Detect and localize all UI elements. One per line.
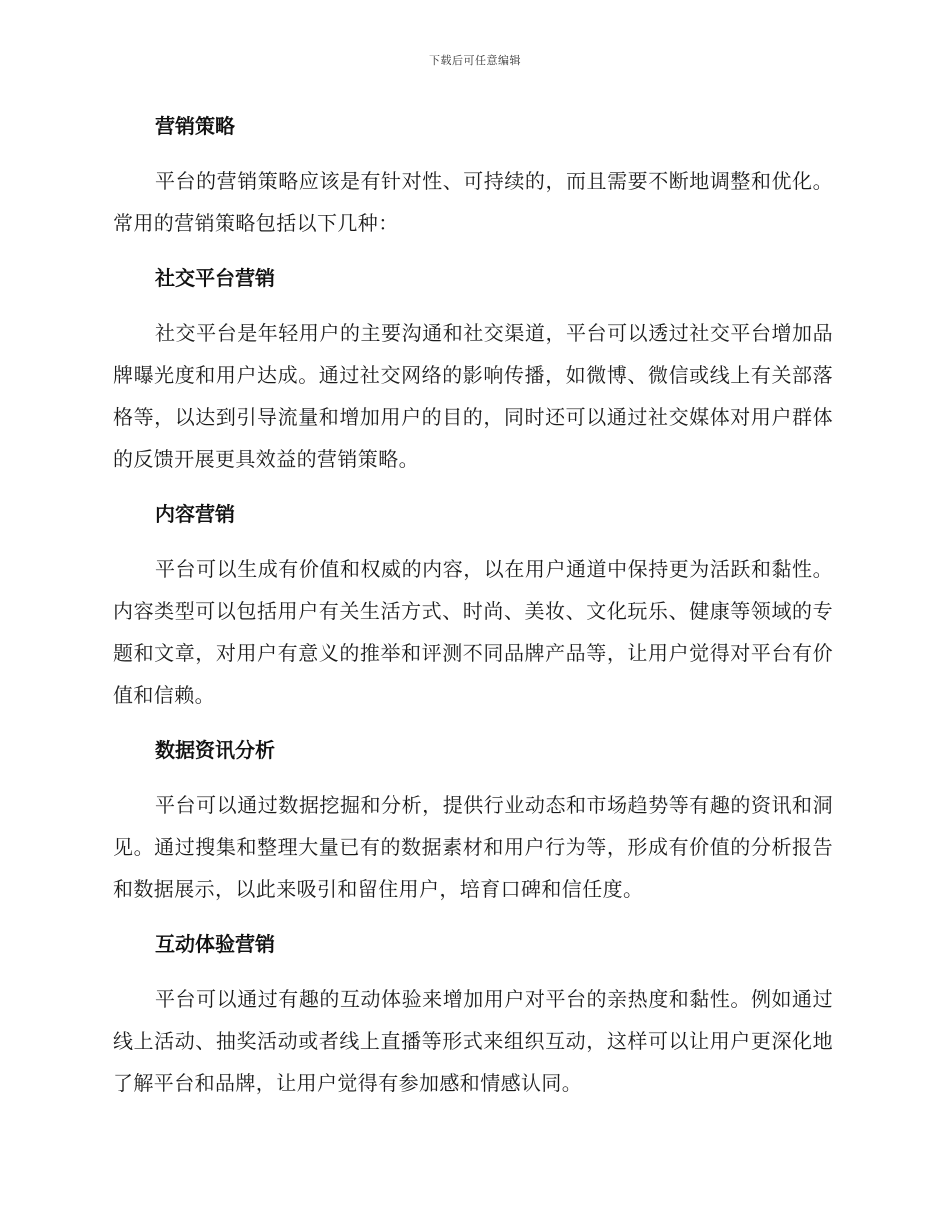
section-marketing-strategy [113,106,833,244]
section-heading: 内容营销 [155,502,235,526]
section-social-platform-marketing [113,258,833,480]
page-header: 下载后可任意编辑 [429,54,521,67]
section-data-analysis [113,730,833,910]
section-heading: 社交平台营销 [155,266,275,290]
section-content-marketing [113,494,833,716]
section-heading: 营销策略 [155,114,235,138]
document-body [113,106,833,1118]
section-paragraph: 社交平台是年轻用户的主要沟通和社交渠道，平台可以透过社交平台增加品牌曝光度和用户达成。通过社交网络的影响传播，如微博、微信或线上有关部落格等，以达到引导流量和增加用户的目的，同时还可以通过社交媒体对用户群体的反馈开展更具效益的营销策略。 [113,321,833,471]
section-heading: 互动体验营销 [155,932,275,956]
section-paragraph: 平台的营销策略应该是有针对性、可持续的，而且需要不断地调整和优化。常用的营销策略包括以下几种： [113,169,833,235]
section-paragraph: 平台可以通过有趣的互动体验来增加用户对平台的亲热度和黏性。例如通过线上活动、抽奖活动或者线上直播等形式来组织互动，这样可以让用户更深化地了解平台和品牌，让用户觉得有参加感和情感认同。 [113,987,833,1095]
section-paragraph: 平台可以通过数据挖掘和分析，提供行业动态和市场趋势等有趣的资讯和洞见。通过搜集和整理大量已有的数据素材和用户行为等，形成有价值的分析报告和数据展示，以此来吸引和留住用户，培育口碑和信任度。 [113,793,833,901]
section-interactive-marketing [113,924,833,1104]
section-paragraph: 平台可以生成有价值和权威的内容，以在用户通道中保持更为活跃和黏性。内容类型可以包括用户有关生活方式、时尚、美妆、文化玩乐、健康等领域的专题和文章，对用户有意义的推举和评测不同品牌产品等，让用户觉得对平台有价值和信赖。 [113,557,833,707]
section-heading: 数据资讯分析 [155,738,275,762]
